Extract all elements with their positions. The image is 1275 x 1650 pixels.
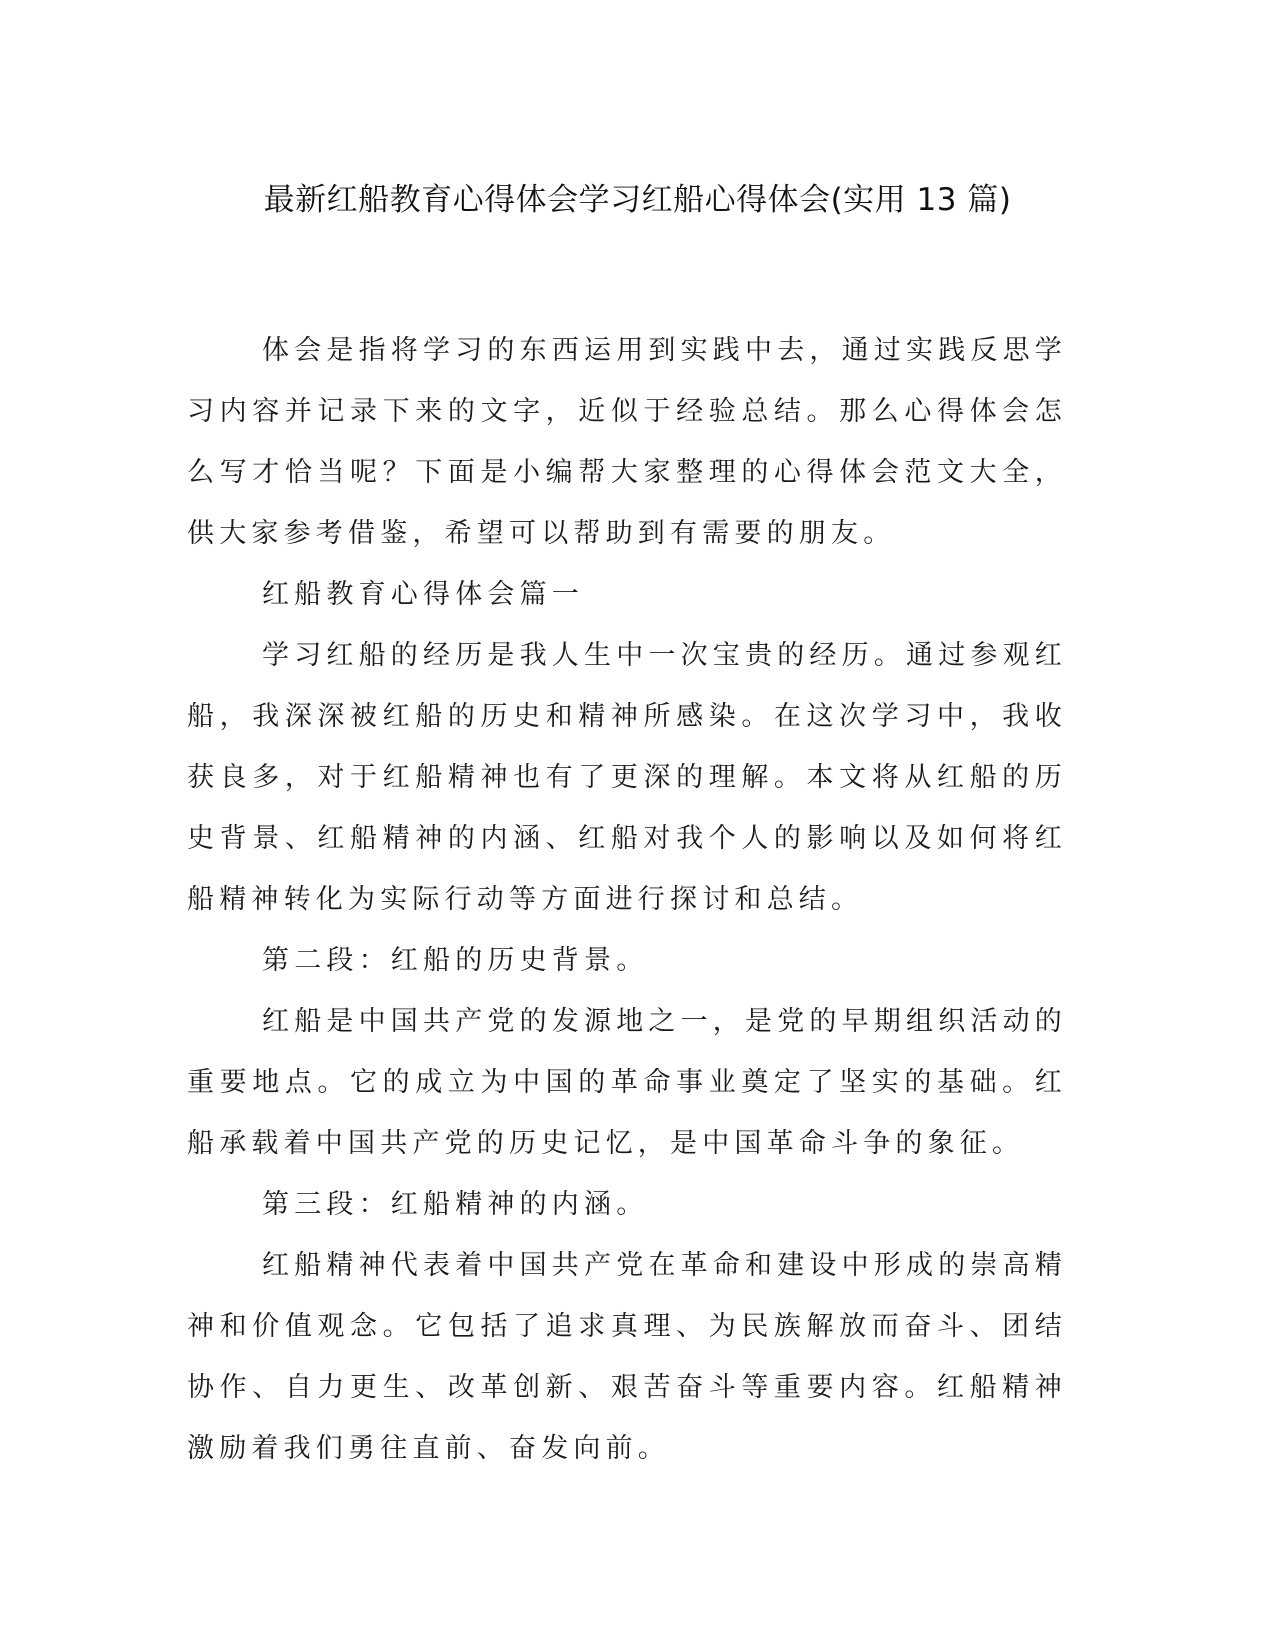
paragraph-spirit: 红船精神代表着中国共产党在革命和建设中形成的崇高精神和价值观念。它包括了追求真理、为民族解放而奋斗、团结协作、自力更生、改革创新、艰苦奋斗等重要内容。红船精神激励着我们勇往直前、奋发向前。 bbox=[187, 1250, 1067, 1464]
paragraph-experience: 学习红船的经历是我人生中一次宝贵的经历。通过参观红船，我深深被红船的历史和精神所感染。在这次学习中，我收获良多，对于红船精神也有了更深的理解。本文将从红船的历史背景、红船精神的内涵、红船对我个人的影响以及如何将红船精神转化为实际行动等方面进行探讨和总结。 bbox=[187, 640, 1067, 915]
document-body bbox=[187, 320, 1067, 1479]
paragraph-history: 红船是中国共产党的发源地之一，是党的早期组织活动的重要地点。它的成立为中国的革命事业奠定了坚实的基础。红船承载着中国共产党的历史记忆，是中国革命斗争的象征。 bbox=[187, 1006, 1067, 1159]
intro-paragraph: 体会是指将学习的东西运用到实践中去，通过实践反思学习内容并记录下来的文字，近似于经验总结。那么心得体会怎么写才恰当呢？下面是小编帮大家整理的心得体会范文大全，供大家参考借鉴，希望可以帮助到有需要的朋友。 bbox=[187, 335, 1067, 549]
section-heading-2: 第二段：红船的历史背景。 bbox=[262, 945, 649, 976]
document-title: 最新红船教育心得体会学习红船心得体会(实用 13 篇) bbox=[263, 182, 1012, 218]
section-heading-1: 红船教育心得体会篇一 bbox=[262, 579, 584, 610]
section-heading-3: 第三段：红船精神的内涵。 bbox=[262, 1189, 649, 1220]
